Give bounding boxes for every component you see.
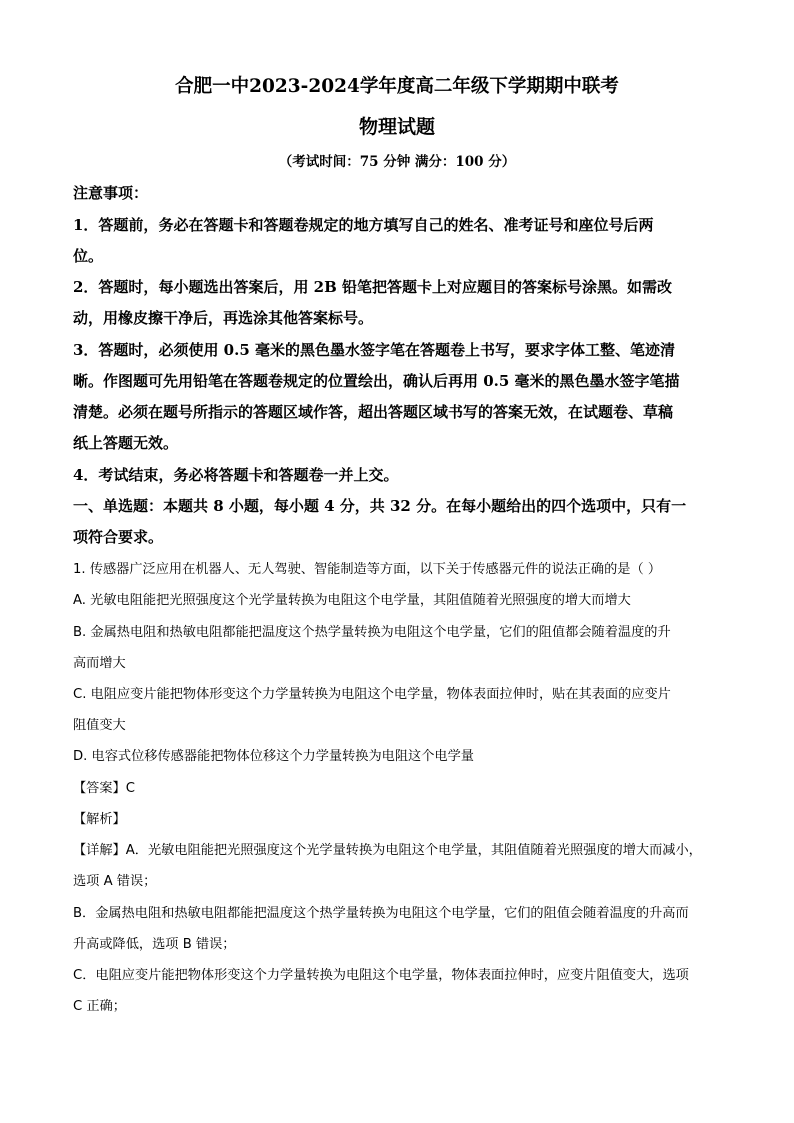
notice-line: 清楚。必须在题号所指示的答题区域作答，超出答题区域书写的答案无效，在试题卷、草稿 bbox=[73, 403, 674, 421]
option-d: D. 电容式位移传感器能把物体位移这个力学量转换为电阻这个电学量 bbox=[73, 749, 474, 764]
analysis-heading: 【解析】 bbox=[73, 812, 126, 827]
option-a: A. 光敏电阻能把光照强度这个光学量转换为电阻这个电学量，其阻值随着光照强度的增大而增大 bbox=[73, 593, 631, 608]
explanation-line: 【详解】A．光敏电阻能把光照强度这个光学量转换为电阻这个电学量，其阻值随着光照强度的增大而减小， bbox=[73, 843, 702, 858]
explanation-line: 升高或降低，选项 B 错误； bbox=[73, 937, 236, 952]
explanation-line: B．金属热电阻和热敏电阻都能把温度这个热学量转换为电阻这个电学量，它们的阻值会随着温度的升高而 bbox=[73, 906, 689, 921]
answer: 【答案】C bbox=[73, 781, 135, 796]
explanation-line: C．电阻应变片能把物体形变这个力学量转换为电阻这个电学量，物体表面拉伸时，应变片阻值变大，选项 bbox=[73, 968, 689, 983]
notice-line: 2．答题时，每小题选出答案后，用 2B 铅笔把答题卡上对应题目的答案标号涂黑。如需改 bbox=[73, 278, 673, 296]
notice-line: 4．考试结束，务必将答题卡和答题卷一并上交。 bbox=[73, 466, 399, 484]
section-heading: 一、单选题：本题共 8 小题，每小题 4 分，共 32 分。在每小题给出的四个选项中，只有一 bbox=[73, 497, 687, 515]
subject-title: 物理试题 bbox=[358, 116, 435, 138]
option-b: B. 金属热电阻和热敏电阻都能把温度这个热学量转换为电阻这个电学量，它们的阻值都会随着温度的升 bbox=[73, 625, 671, 640]
notice-line: 1．答题前，务必在答题卡和答题卷规定的地方填写自己的姓名、准考证号和座位号后两 bbox=[73, 216, 654, 234]
exam-title: 合肥一中2023-2024学年度高二年级下学期期中联考 bbox=[175, 76, 619, 97]
question-stem: 1. 传感器广泛应用在机器人、无人驾驶、智能制造等方面，以下关于传感器元件的说法正确的是（ ） bbox=[73, 562, 662, 577]
option-b: 高而增大 bbox=[73, 656, 126, 671]
notice-heading: 注意事项： bbox=[73, 184, 149, 202]
exam-info: （考试时间：75 分钟 满分：100 分） bbox=[278, 154, 516, 170]
notice-line: 晰。作图题可先用铅笔在答题卷规定的位置绘出，确认后再用 0.5 毫米的黑色墨水签字笔描 bbox=[73, 372, 680, 390]
explanation-line: 选项 A 错误； bbox=[73, 874, 157, 889]
option-c: 阻值变大 bbox=[73, 718, 126, 733]
option-c: C. 电阻应变片能把物体形变这个力学量转换为电阻这个电学量，物体表面拉伸时，贴在其表面的应变片 bbox=[73, 687, 671, 702]
explanation-line: C 正确； bbox=[73, 999, 126, 1014]
section-heading: 项符合要求。 bbox=[73, 528, 164, 546]
notice-line: 3．答题时，必须使用 0.5 毫米的黑色墨水签字笔在答题卷上书写，要求字体工整、笔迹清 bbox=[73, 341, 675, 359]
notice-line: 动，用橡皮擦干净后，再选涂其他答案标号。 bbox=[73, 309, 374, 327]
notice-line: 纸上答题无效。 bbox=[73, 434, 179, 452]
notice-line: 位。 bbox=[73, 247, 104, 265]
